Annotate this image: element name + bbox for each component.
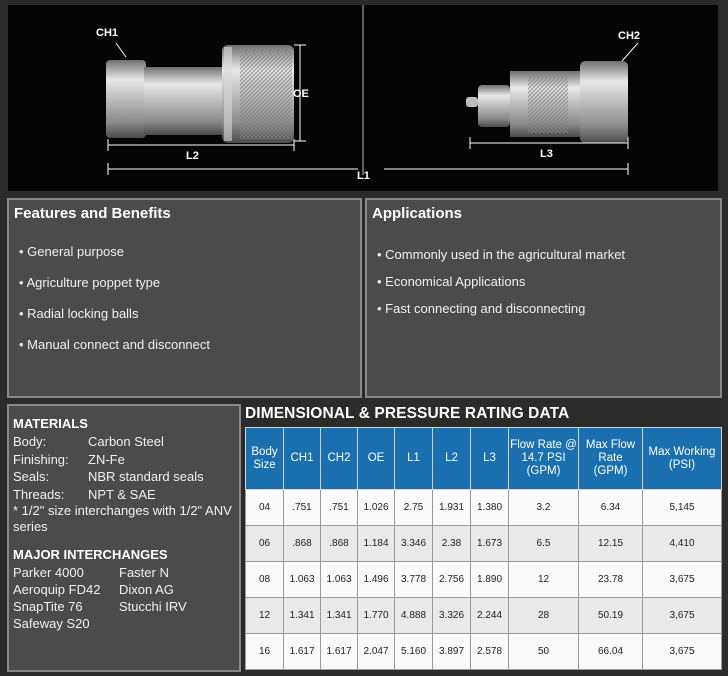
material-value: NPT & SAE [88, 486, 156, 502]
list-item: • Manual connect and disconnect [19, 337, 211, 352]
list-item: • Commonly used in the agricultural market [377, 247, 626, 262]
table-header-row [246, 428, 722, 490]
column-header: Max Flow Rate (GPM) [579, 428, 643, 490]
table-row [246, 490, 722, 526]
dimensional-data-title: DIMENSIONAL & PRESSURE RATING DATA [245, 405, 570, 422]
table-cell: 28 [509, 598, 579, 634]
column-header: L2 [433, 428, 471, 490]
table-cell: 1.890 [471, 562, 509, 598]
column-header: Max Working (PSI) [643, 428, 722, 490]
table-cell: .751 [284, 490, 321, 526]
female-coupler-illustration [106, 45, 294, 143]
ch1-label: CH1 [96, 27, 119, 39]
table-cell: 1.063 [284, 562, 321, 598]
applications-title: Applications [372, 205, 463, 222]
table-cell: 2.047 [358, 634, 395, 670]
l3-label: L3 [540, 148, 553, 160]
table-cell: 3.2 [509, 490, 579, 526]
table-cell: 6.5 [509, 526, 579, 562]
list-item: • Radial locking balls [19, 306, 139, 321]
column-header: Body Size [246, 428, 284, 490]
dimensional-data-table [245, 427, 722, 670]
table-cell: 5,145 [643, 490, 722, 526]
table-cell: 12.15 [579, 526, 643, 562]
column-header: L1 [395, 428, 433, 490]
column-header: Flow Rate @ 14.7 PSI (GPM) [509, 428, 579, 490]
coupler-diagram [8, 5, 718, 191]
interchange-item: SnapTite 76 [13, 599, 83, 614]
table-cell: 4,410 [643, 526, 722, 562]
table-cell: 4.888 [395, 598, 433, 634]
material-key: Body: [13, 434, 47, 449]
table-cell: 12 [246, 598, 284, 634]
table-cell: 2.244 [471, 598, 509, 634]
table-cell: 3,675 [643, 598, 722, 634]
table-cell: 1.341 [284, 598, 321, 634]
ch2-label: CH2 [618, 30, 641, 42]
male-coupler-illustration [466, 61, 628, 143]
interchange-item: Stucchi IRV [119, 599, 187, 614]
materials-title: MATERIALS [13, 416, 88, 431]
column-header: CH1 [284, 428, 321, 490]
table-cell: 50 [509, 634, 579, 670]
table-cell: 06 [246, 526, 284, 562]
table-cell: 12 [509, 562, 579, 598]
interchange-item [119, 615, 229, 632]
table-cell: 6.34 [579, 490, 643, 526]
table-cell: 1.341 [321, 598, 358, 634]
list-item: • Agriculture poppet type [19, 275, 161, 290]
interchange-item: Parker 4000 [13, 565, 84, 580]
features-list [19, 244, 210, 368]
interchanges-list [13, 564, 235, 632]
materials-row [13, 468, 235, 486]
table-row [246, 526, 722, 562]
table-cell: 16 [246, 634, 284, 670]
table-row [246, 562, 722, 598]
table-cell: 1.673 [471, 526, 509, 562]
interchange-item: Aeroquip FD42 [13, 582, 101, 597]
table-cell: 23.78 [579, 562, 643, 598]
table-cell: 1.617 [321, 634, 358, 670]
table-cell: 50.19 [579, 598, 643, 634]
table-cell: 3.897 [433, 634, 471, 670]
column-header: OE [358, 428, 395, 490]
column-header: L3 [471, 428, 509, 490]
table-cell: .868 [284, 526, 321, 562]
table-cell: 08 [246, 562, 284, 598]
table-cell: 2.75 [395, 490, 433, 526]
material-key: Seals: [13, 469, 50, 484]
table-cell: 66.04 [579, 634, 643, 670]
table-cell: 1.496 [358, 562, 395, 598]
table-cell: 04 [246, 490, 284, 526]
product-photo-panel [8, 5, 718, 191]
features-title: Features and Benefits [14, 205, 171, 222]
table-row [246, 598, 722, 634]
interchange-item: Dixon AG [119, 582, 174, 597]
oe-label: OE [293, 88, 309, 100]
table-cell: 1.931 [433, 490, 471, 526]
table-row [246, 634, 722, 670]
materials-note: * 1/2" size interchanges with 1/2" ANV series [13, 503, 232, 534]
table-cell: 1.617 [284, 634, 321, 670]
material-value: NBR standard seals [88, 469, 204, 484]
materials-row [13, 433, 235, 451]
table-cell: 2.756 [433, 562, 471, 598]
table-cell: .868 [321, 526, 358, 562]
table-cell: 1.770 [358, 598, 395, 634]
material-value: ZN-Fe [88, 451, 125, 467]
list-item: • General purpose [19, 244, 125, 259]
l1-label: L1 [357, 170, 370, 182]
materials-panel [7, 404, 241, 672]
l2-label: L2 [186, 150, 199, 162]
table-cell: 2.38 [433, 526, 471, 562]
list-item: • Fast connecting and disconnecting [377, 301, 586, 316]
interchange-item: Safeway S20 [13, 616, 90, 631]
table-cell: 3,675 [643, 562, 722, 598]
materials-row [13, 451, 235, 469]
material-key: Finishing: [13, 451, 69, 467]
table-cell: 1.026 [358, 490, 395, 526]
table-cell: .751 [321, 490, 358, 526]
table-cell: 3.778 [395, 562, 433, 598]
table-cell: 3.326 [433, 598, 471, 634]
table-cell: 2.578 [471, 634, 509, 670]
table-cell: 3.346 [395, 526, 433, 562]
materials-row [13, 486, 235, 504]
table-cell: 3,675 [643, 634, 722, 670]
table-cell: 5.160 [395, 634, 433, 670]
material-key: Threads: [13, 486, 65, 502]
list-item: • Economical Applications [377, 274, 526, 289]
table-cell: 1.063 [321, 562, 358, 598]
interchanges-title: MAJOR INTERCHANGES [13, 547, 168, 562]
table-cell: 1.184 [358, 526, 395, 562]
column-header: CH2 [321, 428, 358, 490]
table-body [246, 490, 722, 670]
table-cell: 1.380 [471, 490, 509, 526]
features-panel [7, 198, 362, 398]
material-value: Carbon Steel [88, 434, 164, 449]
applications-list [377, 247, 625, 328]
applications-panel [365, 198, 722, 398]
interchange-item: Faster N [119, 565, 169, 580]
